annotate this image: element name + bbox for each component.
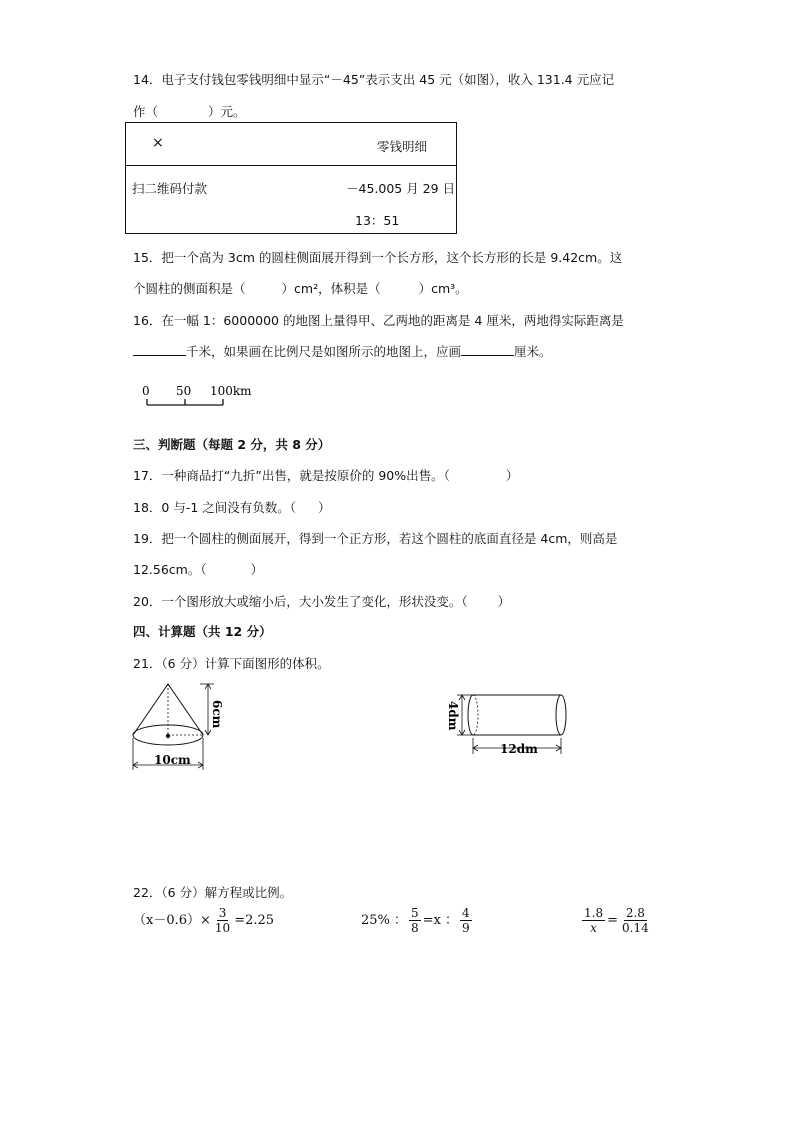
- q17-close: ）: [505, 468, 519, 483]
- q14-line2-pre: 作（: [133, 104, 159, 119]
- eq3-eq: =: [607, 913, 618, 928]
- close-icon: ×: [152, 135, 164, 151]
- wallet-detail-box: [125, 122, 457, 234]
- q19-line1: 19．把一个圆柱的侧面展开，得到一个正方形，若这个圆柱的底面直径是 4cm，则高是: [133, 531, 618, 546]
- q16-line2-b: 厘米。: [514, 344, 552, 359]
- eq1-lhs: （x－0.6）×: [133, 913, 211, 928]
- q17-text: 17．一种商品打“九折”出售，就是按原价的 90%出售。（: [133, 468, 450, 483]
- q16-line2: [133, 342, 552, 360]
- map-scale-bar: [138, 380, 268, 410]
- cylinder-figure: [445, 688, 575, 760]
- q19-line2-text: 12.56cm。（: [133, 562, 207, 577]
- q16-blank-cm[interactable]: [461, 343, 514, 356]
- scale-label-100km: 100km: [210, 384, 252, 398]
- section4-title: 四、计算题（共 12 分）: [133, 624, 272, 639]
- cylinder-length-label: 12dm: [500, 742, 538, 756]
- eq1-fraction: [213, 906, 232, 935]
- eq2-num1: 5: [411, 906, 419, 920]
- eq2-den1: 8: [411, 921, 419, 935]
- q19-close: ）: [250, 562, 264, 577]
- q16-blank-km[interactable]: [133, 343, 186, 356]
- q18-close: ）: [318, 500, 331, 515]
- wallet-divider: [126, 165, 456, 166]
- wallet-item-time: 13：51: [355, 213, 400, 228]
- eq3-fraction-2: [620, 906, 651, 935]
- equation-3: [580, 906, 653, 935]
- eq2-lhs: 25% ：: [361, 913, 408, 928]
- q18: [133, 498, 331, 516]
- scale-label-0: 0: [142, 384, 150, 398]
- q14-line2-post: ）元。: [208, 104, 246, 119]
- eq1-num: 3: [218, 906, 227, 920]
- eq1-rhs: =2.25: [234, 913, 275, 928]
- cylinder-height-label: 4dm: [446, 701, 460, 731]
- wallet-item-label: 扫二维码付款: [132, 181, 208, 196]
- equation-1: [133, 906, 274, 935]
- eq3-den1: x: [590, 921, 597, 935]
- q20: [133, 592, 510, 610]
- eq3-den2: 0.14: [622, 921, 649, 935]
- q15-line2-b: ）cm²，体积是（: [281, 281, 381, 296]
- cone-figure: [128, 678, 238, 773]
- q17: [133, 466, 518, 484]
- q14-line1: 14．电子支付钱包零钱明细中显示“－45”表示支出 45 元（如图），收入 131.4 元应记: [133, 72, 615, 87]
- eq2-fraction-1: [409, 906, 421, 935]
- wallet-item-amount-date: －45.005 月 29 日: [346, 181, 456, 196]
- q15-line2: [133, 279, 468, 297]
- eq3-num2: 2.8: [625, 906, 645, 920]
- eq2-den2: 9: [462, 921, 470, 935]
- scale-label-50: 50: [176, 384, 192, 398]
- wallet-title: 零钱明细: [377, 139, 428, 154]
- equation-2: [361, 906, 474, 935]
- eq3-num1: 1.8: [584, 906, 604, 920]
- q20-text: 20．一个图形放大或缩小后，大小发生了变化，形状没变。（: [133, 594, 468, 609]
- cone-base-label: 10cm: [154, 753, 191, 767]
- q16-line2-a: 千米，如果画在比例尺是如图所示的地图上，应画: [186, 344, 462, 359]
- eq1-den: 10: [214, 921, 231, 935]
- eq3-fraction-1: [582, 906, 605, 935]
- q15-line2-a: 个圆柱的侧面积是（: [133, 281, 246, 296]
- q19-line2: [133, 560, 263, 578]
- q20-close: ）: [497, 594, 511, 609]
- cone-height-label: 6cm: [210, 700, 224, 729]
- eq2-num2: 4: [462, 906, 470, 920]
- section3-title: 三、判断题（每题 2 分，共 8 分）: [133, 437, 331, 452]
- q14-line2: [133, 102, 246, 120]
- q15-line1: 15．把一个高为 3cm 的圆柱侧面展开得到一个长方形，这个长方形的长是 9.42cm。这: [133, 250, 623, 265]
- eq2-fraction-2: [460, 906, 472, 935]
- eq2-mid: =x ：: [422, 913, 459, 928]
- q16-line1: 16．在一幅 1：6000000 的地图上量得甲、乙两地的距离是 4 厘米，两地得实际距离是: [133, 313, 624, 328]
- q22: 22．（6 分）解方程或比例。: [133, 885, 293, 900]
- q21: 21．（6 分）计算下面图形的体积。: [133, 656, 330, 671]
- q18-text: 18．0 与-1 之间没有负数。（: [133, 500, 297, 515]
- q15-line2-c: ）cm³。: [418, 281, 468, 296]
